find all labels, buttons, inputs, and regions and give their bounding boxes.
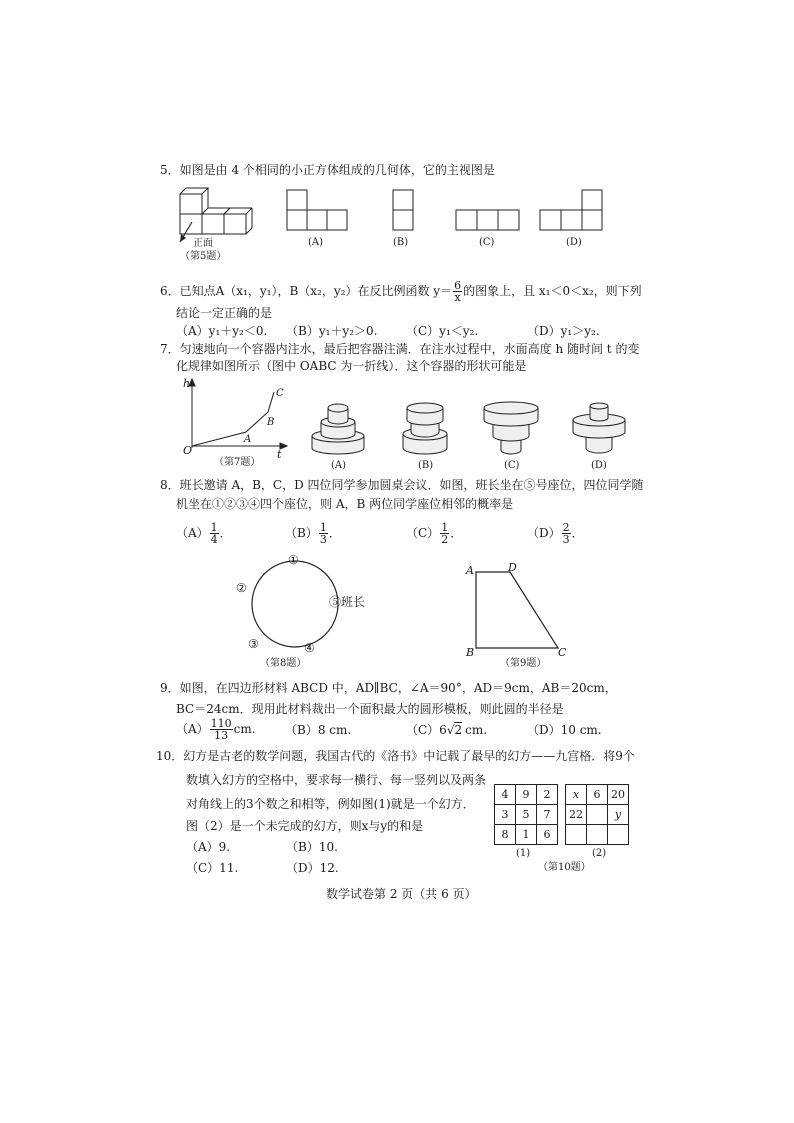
table-row <box>566 785 629 805</box>
q7-graph <box>180 377 290 461</box>
q9-label-c: C <box>558 646 567 659</box>
q5-caption: （第5题） <box>180 251 227 262</box>
table-cell: 20 <box>608 785 629 805</box>
q6-option-b: （B）y₁＋y₂＞0. <box>286 324 378 338</box>
q8-a-den: 4 <box>210 533 218 546</box>
q6-stem-c: 的图象上，且 x₁＜0＜x₂，则下列 <box>463 284 642 298</box>
table-cell: 9 <box>516 785 537 805</box>
q5-option-c-view <box>456 210 520 234</box>
magic-square-1 <box>494 784 558 845</box>
q8-b-num: 1 <box>319 521 327 534</box>
table-cell <box>587 805 608 825</box>
q9-option-a-label: （A） <box>176 722 209 736</box>
q9-label-a: A <box>466 564 474 577</box>
table-cell: 5 <box>516 805 537 825</box>
q7-caption: （第7题） <box>214 457 261 468</box>
q5-option-a-label: (A) <box>308 237 324 248</box>
q7-label-o: O <box>183 444 193 457</box>
q6-frac-den: x <box>454 291 461 304</box>
q7-label-b: B <box>267 417 275 428</box>
q8-option-c-label: （C） <box>406 526 440 540</box>
q8-seat-4: ④ <box>304 641 315 655</box>
q10-sub2: (2) <box>592 848 607 859</box>
q9-option-c-radicand: 2 <box>454 723 463 737</box>
table-cell <box>608 825 629 845</box>
q9-caption: （第9题） <box>500 658 547 669</box>
q9-a-tail: cm. <box>233 722 256 736</box>
magic-square-2 <box>565 784 629 845</box>
q8-seat-3: ③ <box>248 637 259 651</box>
table-cell: 3 <box>495 805 516 825</box>
q8-option-a-frac <box>210 522 219 545</box>
q8-seat-1: ① <box>288 553 299 567</box>
table-cell: 7 <box>537 805 558 825</box>
q8-option-a-label: （A） <box>176 526 209 540</box>
q10-stem-line1: 10．幻方是古老的数学问题，我国古代的《洛书》中记载了最早的幻方——九宫格．将9个 <box>156 749 635 763</box>
table-row <box>566 805 629 825</box>
table-cell: 6 <box>537 825 558 845</box>
q9-option-c-label: （C）6 <box>406 723 447 737</box>
table-cell: 22 <box>566 805 587 825</box>
q10-option-a: （A）9. <box>186 840 231 854</box>
q10-sub1: (1) <box>516 848 531 859</box>
q8-d-tail: ． <box>571 526 584 540</box>
q7-label-t: t <box>277 448 282 461</box>
q7-container-b <box>397 400 453 458</box>
q8-option-b-label: （B） <box>285 526 318 540</box>
q8-option-b-frac <box>319 522 328 545</box>
q6-fraction <box>453 280 462 303</box>
table-cell: 1 <box>516 825 537 845</box>
q8-option-d <box>527 522 584 545</box>
q8-option-d-frac <box>562 522 571 545</box>
q8-a-num: 1 <box>210 521 218 534</box>
table-cell: x <box>566 785 587 805</box>
table-row <box>495 825 558 845</box>
q6-option-c: （C）y₁＜y₂. <box>406 324 479 338</box>
q5-option-d-view <box>540 190 604 234</box>
q8-b-den: 3 <box>319 533 327 546</box>
q10-option-c: （C）11. <box>186 861 239 875</box>
q7-label-a: A <box>244 434 252 445</box>
q8-stem-line2: 机坐在①②③④四个座位，则 A，B 两位同学座位相邻的概率是 <box>176 497 514 511</box>
q8-option-c-frac <box>440 522 449 545</box>
q6-option-a: （A）y₁＋y₂＜0. <box>176 324 268 338</box>
q5-solid-figure <box>176 186 256 256</box>
q8-c-den: 2 <box>441 533 449 546</box>
q6-stem-line1 <box>160 280 642 303</box>
table-row <box>566 825 629 845</box>
q10-stem-line3: 对角线上的3个数之和相等，例如图(1)就是一个幻方． <box>186 797 475 811</box>
q9-option-d: （D）10 cm. <box>527 723 602 737</box>
q5-option-b-label: (B) <box>393 237 409 248</box>
q8-option-d-label: （D） <box>527 526 561 540</box>
q7-container-c <box>482 400 540 458</box>
sqrt-symbol: √ <box>446 723 455 737</box>
q9-a-den: 13 <box>214 729 229 742</box>
table-cell <box>566 825 587 845</box>
q9-stem-line1: 9．如图，在四边形材料 ABCD 中，AD∥BC，∠A＝90°，AD＝9cm，AB＝20cm， <box>160 681 617 695</box>
q10-option-b: （B）10. <box>286 840 338 854</box>
q9-option-a-frac <box>210 718 233 741</box>
q7-option-d-label: (D) <box>591 460 607 471</box>
q7-container-d <box>570 400 628 458</box>
q8-option-b <box>285 522 341 545</box>
q8-a-tail: ． <box>219 526 232 540</box>
q5-option-c-label: (C) <box>479 237 495 248</box>
q9-label-b: B <box>466 646 475 659</box>
q10-stem-line2: 数填入幻方的空格中，要求每一横行、每一竖列以及两条 <box>186 773 487 787</box>
q7-option-c-label: (C) <box>504 460 520 471</box>
table-cell: 2 <box>537 785 558 805</box>
q8-option-c <box>406 522 462 545</box>
q7-label-h: h <box>183 377 191 390</box>
q6-stem-b: A（x₁，y₁），B（x₂，y₂）在反比例函数 y＝ <box>215 284 453 298</box>
table-cell: y <box>608 805 629 825</box>
table-row <box>495 785 558 805</box>
q9-label-d: D <box>508 561 517 574</box>
q7-option-b-label: (B) <box>418 460 434 471</box>
q9-option-c-tail: cm. <box>465 723 488 737</box>
q8-d-den: 3 <box>562 533 570 546</box>
q7-container-a <box>310 400 366 458</box>
q6-option-d: （D）y₁＞y₂. <box>527 324 600 338</box>
q5-option-a-view <box>287 190 351 234</box>
q7-stem-line1: 7．匀速地向一个容器内注水，最后把容器注满．在注水过程中，水面高度 h 随时间 t 的变 <box>160 342 640 356</box>
page-footer: 数学试卷第 2 页（共 6 页） <box>326 887 477 901</box>
q5-option-b-view <box>393 190 417 234</box>
q9-trapezoid <box>460 560 580 660</box>
q10-option-d: （D）12. <box>286 861 339 875</box>
table-cell <box>587 825 608 845</box>
q9-stem-line2: BC＝24cm．现用此材料裁出一个面积最大的圆形模板，则此圆的半径是 <box>176 702 564 716</box>
q6-frac-num: 6 <box>454 279 462 292</box>
q8-c-tail: ． <box>450 526 463 540</box>
table-row <box>495 805 558 825</box>
table-cell: 6 <box>587 785 608 805</box>
q6-stem-a: 6．已知点 <box>160 284 216 298</box>
q10-caption: （第10题） <box>538 862 591 873</box>
q8-stem-line1: 8．班长邀请 A，B，C，D 四位同学参加圆桌会议．如图，班长坐在⑤号座位，四位同学随 <box>160 478 644 492</box>
q8-seat-2: ② <box>236 581 247 595</box>
table-cell: 4 <box>495 785 516 805</box>
q10-stem-line4: 图（2）是一个未完成的幻方，则x与y的和是 <box>186 819 424 833</box>
q6-stem-line2: 结论一定正确的是 <box>176 306 273 320</box>
q9-option-c <box>406 723 487 737</box>
q7-stem-line2: 化规律如图所示（图中 OABC 为一折线）．这个容器的形状可能是 <box>176 359 527 373</box>
q8-caption: （第8题） <box>260 658 307 669</box>
q5-stem: 5．如图是由 4 个相同的小正方体组成的几何体，它的主视图是 <box>160 163 495 177</box>
table-cell: 8 <box>495 825 516 845</box>
q8-c-num: 1 <box>441 521 449 534</box>
q8-seat-5: ⑤班长 <box>329 595 366 609</box>
q5-option-d-label: (D) <box>566 237 582 248</box>
q9-a-num: 110 <box>210 717 232 730</box>
q8-round-table <box>230 552 380 662</box>
q7-option-a-label: (A) <box>331 460 347 471</box>
q9-option-b: （B）8 cm. <box>285 723 352 737</box>
q8-b-tail: ． <box>328 526 341 540</box>
q5-front-label: 正面 <box>193 238 213 249</box>
q7-label-c: C <box>276 388 284 399</box>
q8-option-a <box>176 522 232 545</box>
q8-d-num: 2 <box>562 521 570 534</box>
q9-option-a <box>176 718 256 741</box>
